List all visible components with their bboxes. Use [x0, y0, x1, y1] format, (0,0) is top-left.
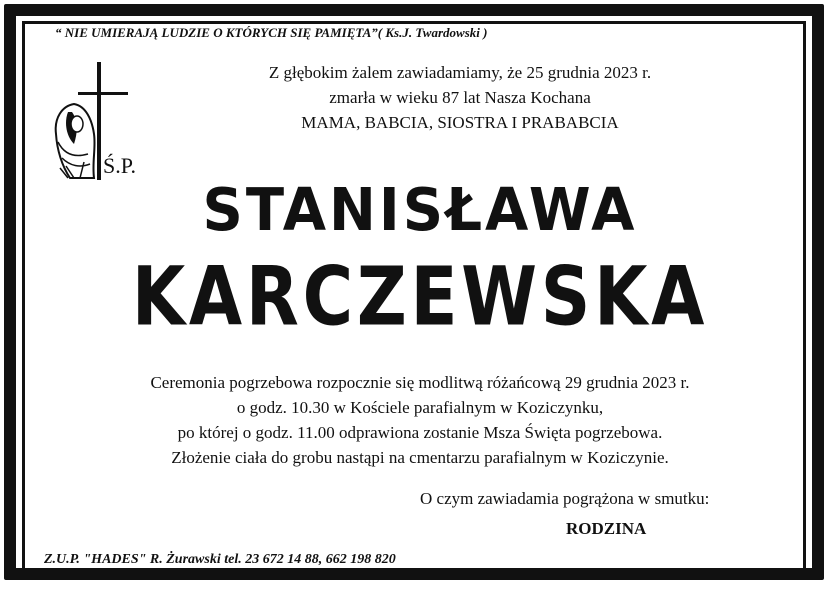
prefix-sp: Ś.P.	[103, 153, 137, 178]
intro-line: zmarła w wieku 87 lat Nasza Kochana	[329, 88, 591, 107]
mourning-note: O czym zawiadamia pogrążona w smutku:	[420, 489, 710, 508]
deceased-last-name: KARCZEWSKA	[131, 249, 709, 345]
motto: “ NIE UMIERAJĄ LUDZIE O KTÓRYCH SIĘ PAMIĘTA”( Ks.J. Twardowski )	[55, 25, 488, 40]
ceremony-line: Ceremonia pogrzebowa rozpocznie się modlitwą różańcową 29 grudnia 2023 r.	[150, 373, 690, 392]
funeral-home-footer: Z.U.P. "HADES" R. Żurawski tel. 23 672 14 88, 662 198 820	[44, 552, 396, 567]
announcement-intro	[160, 60, 760, 135]
ceremony-line: o godz. 10.30 w Kościele parafialnym w Koziczynku,	[236, 398, 604, 417]
ceremony-line: po której o godz. 11.00 odprawiona zostanie Msza Święta pogrzebowa.	[177, 423, 663, 442]
intro-line: Z głębokim żalem zawiadamiamy, że 25 grudnia 2023 r.	[268, 63, 652, 82]
ceremony-info	[60, 370, 780, 470]
intro-line: MAMA, BABCIA, SIOSTRA I PRABABCIA	[301, 113, 619, 132]
ceremony-line: Złożenie ciała do grobu nastąpi na cmentarzu parafialnym w Koziczynie.	[171, 448, 669, 467]
signature: RODZINA	[566, 519, 647, 538]
deceased-first-name: STANISŁAWA	[202, 176, 638, 245]
